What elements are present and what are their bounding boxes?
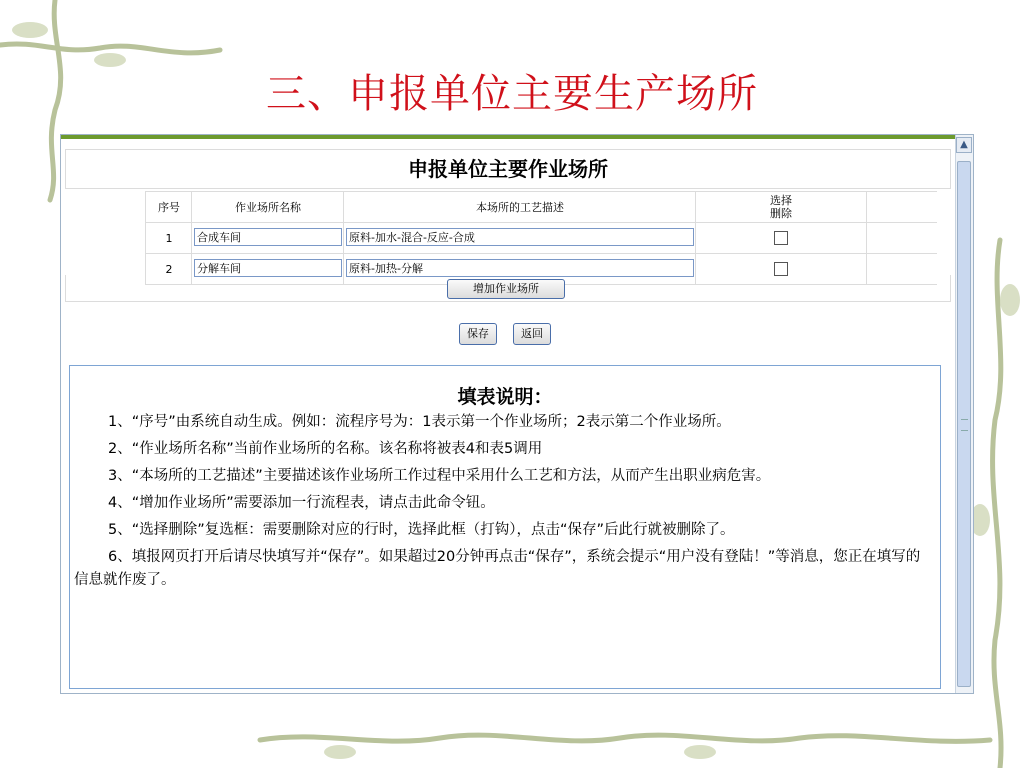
instructions-panel: [69, 365, 941, 689]
site-name-input[interactable]: 分解车间: [194, 259, 342, 277]
header-desc: 本场所的工艺描述: [343, 192, 696, 222]
process-desc-input[interactable]: 原料-加水-混合-反应-合成: [346, 228, 694, 246]
table-row: [145, 222, 937, 253]
instruction-item: 5、“选择删除”复选框：需要删除对应的行时，选择此框（打钩），点击“保存”后此行就被删除了。: [108, 522, 735, 538]
row-seq: 2: [145, 254, 192, 284]
save-button[interactable]: 保存: [459, 323, 497, 345]
site-name-input[interactable]: 合成车间: [194, 228, 342, 246]
top-strip: [61, 135, 955, 139]
process-desc-input[interactable]: 原料-加热-分解: [346, 259, 694, 277]
row-name-cell: [191, 223, 344, 253]
instruction-item: 1、“序号”由系统自动生成。例如：流程序号为：1表示第一个作业场所；2表示第二个作业场所。: [108, 414, 731, 430]
scroll-up-icon[interactable]: ▲: [956, 137, 972, 153]
back-button[interactable]: 返回: [513, 323, 551, 345]
instruction-item: 4、“增加作业场所”需要添加一行流程表，请点击此命令钮。: [108, 495, 495, 511]
row-desc-cell: [343, 223, 696, 253]
header-delete-line2: 删除: [770, 207, 792, 220]
instruction-item: 6、填报网页打开后请尽快填写并“保存”。如果超过20分钟再点击“保存”，系统会提示“用户没有登陆！”等消息，您正在填写的信息就作废了。: [74, 549, 921, 588]
header-delete-line1: 选择: [770, 194, 792, 207]
instruction-item: 3、“本场所的工艺描述”主要描述该作业场所工作过程中采用什么工艺和方法，从而产生出职业病危害。: [108, 468, 771, 484]
delete-checkbox[interactable]: [774, 231, 788, 245]
table-header-row: [145, 191, 937, 222]
header-name: 作业场所名称: [191, 192, 344, 222]
scroll-grip-icon: [961, 419, 968, 431]
browser-screenshot: [60, 134, 974, 694]
vertical-scrollbar[interactable]: [955, 135, 973, 693]
slide-title: 三、申报单位主要生产场所: [266, 71, 758, 117]
delete-checkbox[interactable]: [774, 262, 788, 276]
header-seq: 序号: [145, 192, 192, 222]
form-title: 申报单位主要作业场所: [65, 149, 951, 189]
add-site-button[interactable]: 增加作业场所: [447, 279, 565, 299]
row-seq: 1: [145, 223, 192, 253]
row-delete-cell: [695, 223, 867, 253]
instruction-item: 2、“作业场所名称”当前作业场所的名称。该名称将被表4和表5调用: [108, 441, 543, 457]
instructions-title: 填表说明：: [457, 386, 553, 408]
header-delete: [695, 192, 867, 222]
